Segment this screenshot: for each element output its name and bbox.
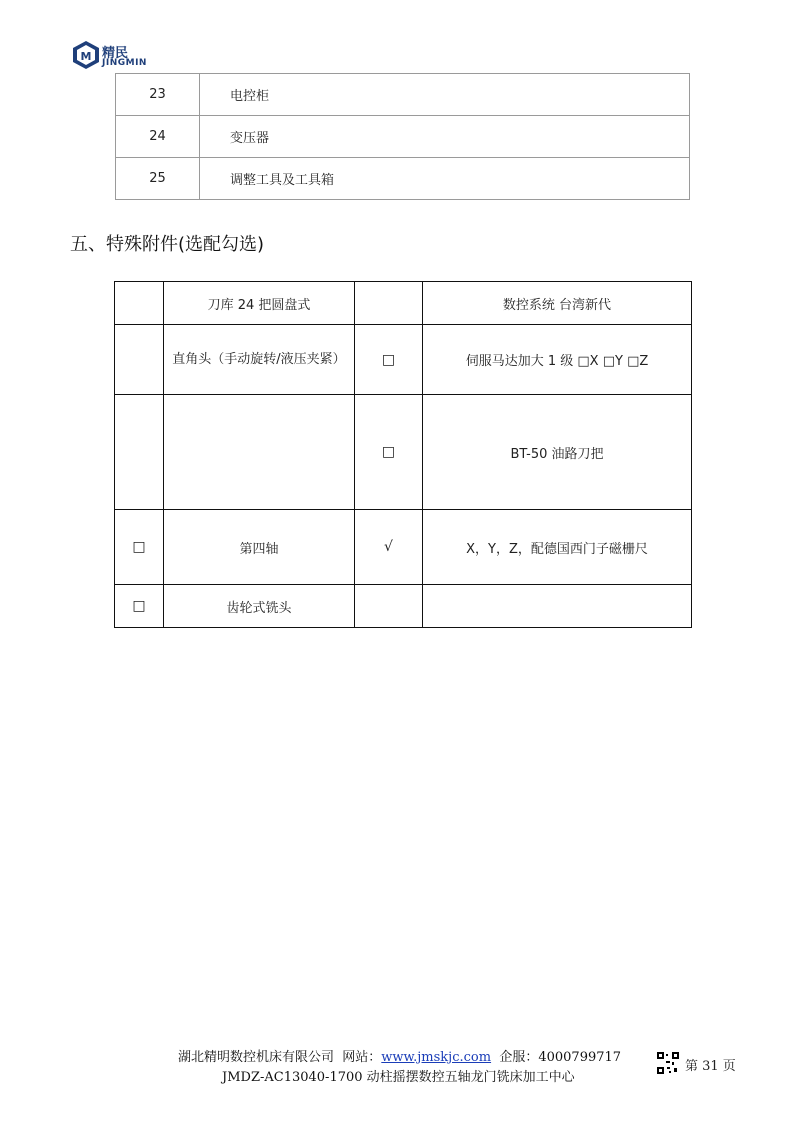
table-row: [115, 510, 692, 585]
option-label: BT-50 油路刀把: [423, 395, 692, 510]
option-checkbox-cell: [115, 282, 164, 325]
footer-model-line: JMDZ-AC13040-1700 动柱摇摆数控五轴龙门铣床加工中心: [222, 1070, 575, 1085]
logo-mark-icon: [72, 40, 100, 70]
option-label: 直角头（手动旋转/液压夹紧）: [164, 325, 355, 395]
footer-website-link[interactable]: www.jmskjc.com: [381, 1050, 492, 1065]
option-checkbox[interactable]: □: [355, 395, 423, 510]
option-checkbox-cell: [115, 395, 164, 510]
option-checkmark[interactable]: √: [355, 510, 423, 585]
option-checkbox-cell: [115, 325, 164, 395]
option-checkbox-cell: [355, 282, 423, 325]
logo-text-cn: 精民: [102, 46, 129, 61]
footer-service-phone: 4000799717: [538, 1050, 622, 1065]
option-label: [423, 585, 692, 628]
option-label: 数控系统 台湾新代: [423, 282, 692, 325]
item-list-table: [115, 73, 690, 200]
footer-site-label: 网站：: [342, 1050, 382, 1065]
option-label: 第四轴: [164, 510, 355, 585]
option-label: [164, 395, 355, 510]
svg-text:M: M: [80, 50, 92, 63]
table-row: [115, 325, 692, 395]
row-item: 调整工具及工具箱: [200, 158, 690, 200]
option-label: X，Y，Z，配德国西门子磁栅尺: [423, 510, 692, 585]
options-table: [114, 281, 692, 628]
section-title: 五、特殊附件(选配勾选): [70, 234, 265, 255]
row-number: 24: [116, 116, 200, 158]
qr-code-icon: [657, 1052, 679, 1074]
row-number: 25: [116, 158, 200, 200]
option-checkbox-cell: [355, 585, 423, 628]
row-item: 电控柜: [200, 74, 690, 116]
option-label: 刀库 24 把圆盘式: [164, 282, 355, 325]
footer-company: 湖北精明数控机床有限公司: [178, 1050, 335, 1065]
table-row: [116, 116, 690, 158]
option-checkbox[interactable]: □: [355, 325, 423, 395]
option-label: 伺服马达加大 1 级 □X □Y □Z: [423, 325, 692, 395]
option-checkbox[interactable]: □: [115, 585, 164, 628]
table-row: [116, 158, 690, 200]
option-label: 齿轮式铣头: [164, 585, 355, 628]
option-checkbox[interactable]: □: [115, 510, 164, 585]
company-logo: [72, 40, 172, 74]
row-number: 23: [116, 74, 200, 116]
logo-text-en: JINGMIN: [102, 58, 147, 68]
table-row: [115, 585, 692, 628]
table-row: [116, 74, 690, 116]
footer-contact: [178, 1046, 621, 1065]
row-item: 变压器: [200, 116, 690, 158]
footer-service-label: 企服：: [499, 1050, 539, 1065]
table-row: [115, 395, 692, 510]
table-row: [115, 282, 692, 325]
page-number: 第 31 页: [685, 1059, 736, 1074]
